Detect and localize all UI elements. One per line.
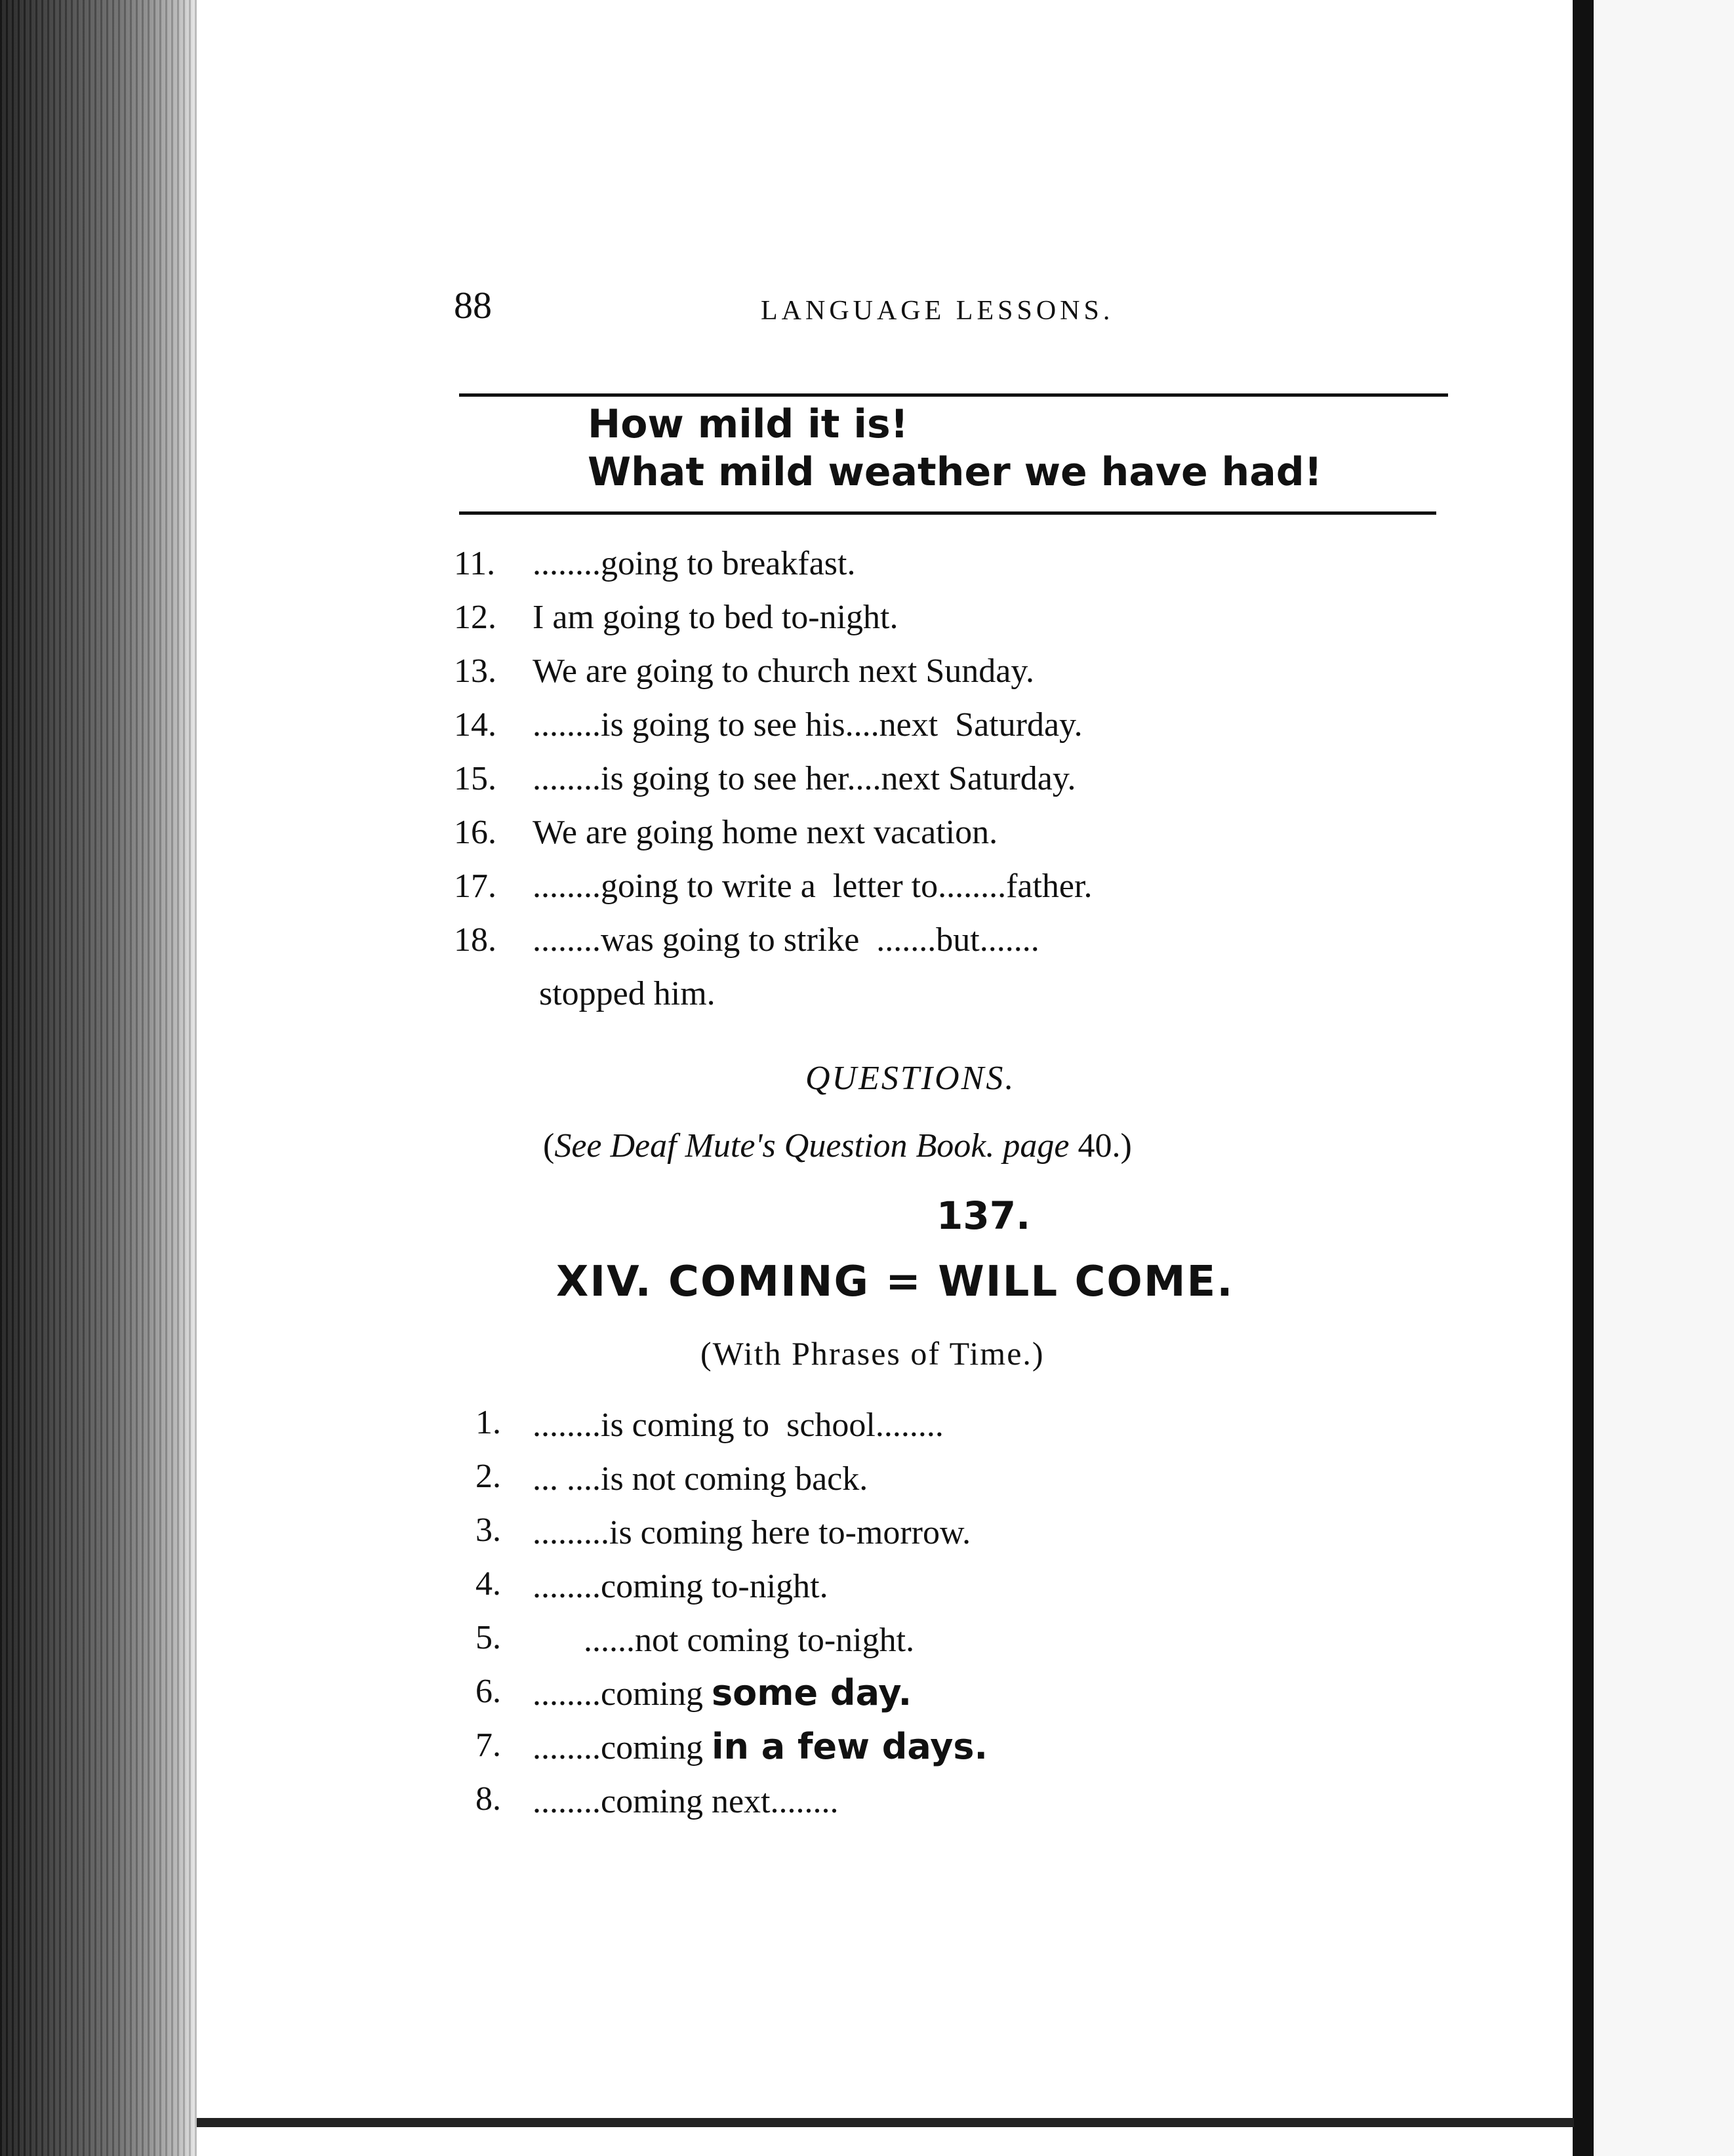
exercise-number: 4.: [475, 1565, 501, 1603]
example-sentence-1: How mild it is!: [588, 401, 909, 447]
exercise-text: ........coming to-night.: [533, 1568, 828, 1605]
exercise-number: 2.: [475, 1458, 501, 1495]
facing-page-edge: [1594, 0, 1734, 2156]
spine-texture: [0, 0, 197, 2156]
emphasized-phrase: in a few days.: [711, 1726, 988, 1767]
exercise-text: ........coming next........: [533, 1783, 839, 1820]
exercise-text: ........was going to strike .......but.......: [533, 921, 1039, 959]
exercise-text: ........coming some day.: [533, 1672, 912, 1713]
exercise-text: ........is going to see her....next Saturday.: [533, 760, 1076, 797]
exercise-text: ......not coming to-night.: [533, 1622, 915, 1659]
exercise-number: 8.: [475, 1780, 501, 1818]
exercise-text: ........going to write a letter to........father.: [533, 868, 1093, 905]
page-number: 88: [454, 284, 492, 327]
lesson-number: 137.: [937, 1193, 1031, 1238]
exercise-number: 18.: [454, 921, 496, 959]
exercise-text: I am going to bed to-night.: [533, 599, 898, 636]
exercise-number: 15.: [454, 760, 496, 797]
rule-bottom: [459, 511, 1436, 515]
exercise-text: ........going to breakfast.: [533, 545, 856, 582]
exercise-text: ........coming in a few days.: [533, 1726, 988, 1767]
exercise-number: 7.: [475, 1727, 501, 1764]
exercise-number: 11.: [454, 545, 496, 582]
exercise-number: 17.: [454, 868, 496, 905]
exercise-number: 1.: [475, 1404, 501, 1441]
emphasized-phrase: some day.: [711, 1672, 912, 1713]
exercise-number: 12.: [454, 599, 496, 636]
lesson-title: XIV. COMING = WILL COME.: [556, 1258, 1234, 1306]
lesson-subtitle: (With Phrases of Time.): [700, 1335, 1045, 1372]
exercise-text: ........is coming to school........: [533, 1407, 944, 1444]
exercise-text: stopped him.: [539, 975, 716, 1012]
exercise-text: ........is going to see his....next Saturday.: [533, 706, 1083, 744]
running-head: LANGUAGE LESSONS.: [761, 296, 1114, 326]
page-gutter: [1573, 0, 1594, 2156]
rule-top: [459, 393, 1448, 397]
exercise-number: 13.: [454, 652, 496, 690]
exercise-number: 5.: [475, 1619, 501, 1656]
exercise-text: We are going home next vacation.: [533, 814, 998, 851]
exercise-text: ... ....is not coming back.: [533, 1460, 868, 1498]
exercise-number: 6.: [475, 1673, 501, 1710]
exercise-number: 14.: [454, 706, 496, 744]
exercise-text: .........is coming here to-morrow.: [533, 1514, 971, 1551]
exercise-number: 16.: [454, 814, 496, 851]
reference-title: See Deaf Mute's Question Book. page: [554, 1127, 1070, 1165]
exercise-text: We are going to church next Sunday.: [533, 652, 1034, 690]
example-sentence-2: What mild weather we have had!: [588, 449, 1323, 495]
question-reference: (See Deaf Mute's Question Book. page 40.): [543, 1127, 1132, 1165]
questions-heading: QUESTIONS.: [805, 1060, 1016, 1097]
page-bottom-edge: [197, 2118, 1574, 2127]
exercise-number: 3.: [475, 1511, 501, 1549]
